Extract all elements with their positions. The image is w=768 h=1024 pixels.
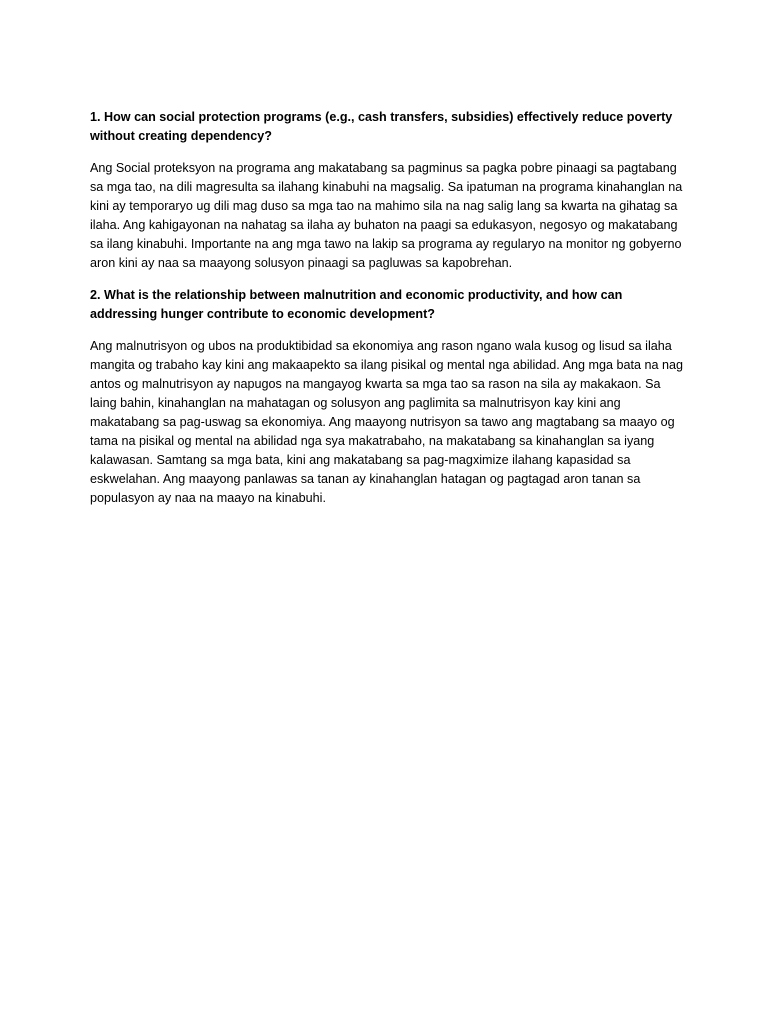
qa-section-1 xyxy=(90,108,684,273)
question-2: 2. What is the relationship between malnutrition and economic productivity, and how can addressing hunger contribute to economic development? xyxy=(90,288,623,321)
answer-2: Ang malnutrisyon og ubos na produktibidad sa ekonomiya ang rason ngano wala kusog og lisud sa ilaha mangita og trabaho kay kini ang makaapekto sa ilang pisikal og mental nga abilidad. Ang mga bata na nag antos og malnutrisyon ay napugos na mangayog kwarta sa mga tao sa rason na sila ay makakaon. Sa laing bahin, kinahanglan na mahatagan og solusyon ang paglimita sa malnutrisyon kay kini ang makatabang sa pag-uswag sa ekonomiya. Ang maayong nutrisyon sa tawo ang magtabang sa maayo og tama na pisikal og mental na abilidad nga sya makatrabaho, na makatabang sa kinahanglan sa iyang kalawasan. Samtang sa mga bata, kini ang makatabang sa pag-magximize ilahang kapasidad sa eskwelahan. Ang maayong panlawas sa tanan ay kinahanglan hatagan og pagtagad aron tanan sa populasyon ay naa na maayo na kinabuhi. xyxy=(90,339,684,505)
answer-1: Ang Social proteksyon na programa ang makatabang sa pagminus sa pagka pobre pinaagi sa pagtabang sa mga tao, na dili magresulta sa ilahang kinabuhi na magsalig. Sa ipatuman na programa kinahanglan na kini ay temporaryo ug dili mag duso sa mga tao na mahimo sila na nag salig lang sa kwarta na gihatag sa ilaha. Ang kahigayonan na nahatag sa ilaha ay buhaton na paagi sa edukasyon, negosyo og makatabang sa ilang kinabuhi. Importante na ang mga tawo na lakip sa programa ay regularyo na monitor ng gobyerno aron kini ay naa sa maayong solusyon pinaagi sa pagluwas sa kapobrehan. xyxy=(90,161,683,270)
qa-section-2 xyxy=(90,286,684,508)
question-1: 1. How can social protection programs (e.g., cash transfers, subsidies) effectively reduce poverty without creating dependency? xyxy=(90,110,673,143)
